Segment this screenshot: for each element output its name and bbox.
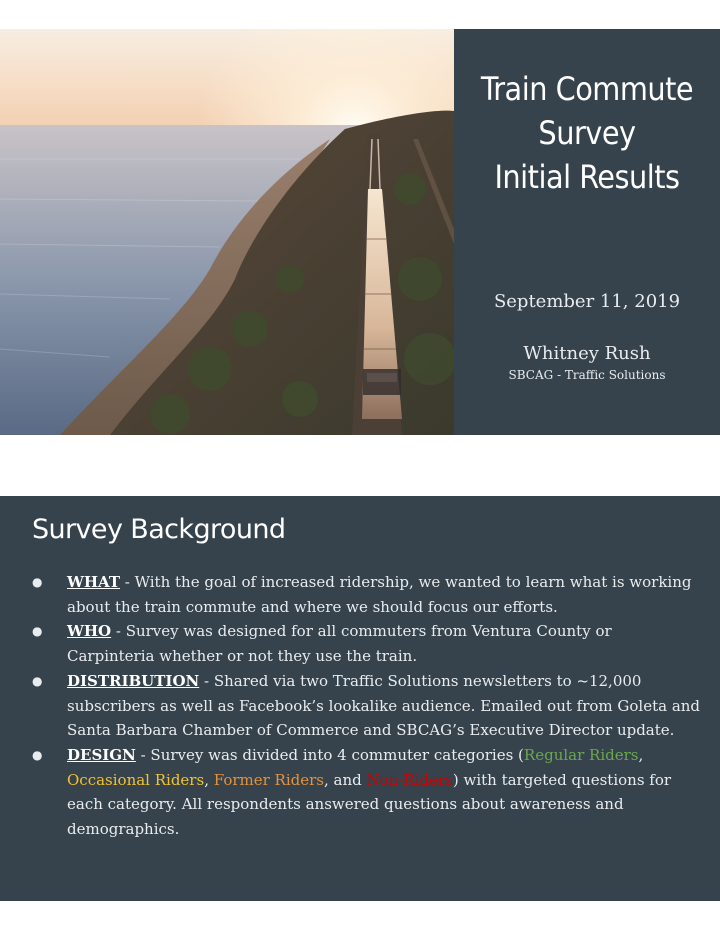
bullet-text: ) with targeted questions for each category. All respondents answered questions about awareness and demographics. bbox=[67, 770, 672, 839]
separator: , and bbox=[324, 770, 367, 789]
bullet-who bbox=[32, 619, 702, 668]
bullet-what bbox=[32, 570, 702, 619]
bullet-text: - Shared via two Traffic Solutions newsletters to ~12,000 subscribers as well as Facebook’s lookalike audience. Emailed out from Goleta and Santa Barbara Chamber of Commerce and SBCAG’s Executive Director update. bbox=[67, 671, 701, 740]
category-former-riders: Former Riders bbox=[213, 770, 325, 789]
bullet-text: - Survey was designed for all commuters from Ventura County or Carpinteria whether or not they use the train. bbox=[67, 622, 612, 666]
category-regular-riders: Regular Riders bbox=[523, 745, 639, 764]
bullet-term: WHO bbox=[67, 622, 112, 641]
background-bullet-list bbox=[32, 570, 702, 842]
category-occasional-riders: Occasional Riders bbox=[67, 770, 205, 789]
title-line-2: Survey bbox=[538, 114, 636, 152]
coastal-train-photo bbox=[0, 29, 454, 435]
bullet-design bbox=[32, 743, 702, 842]
author-organization: SBCAG - Traffic Solutions bbox=[508, 368, 666, 382]
slide-title: Survey Background bbox=[32, 514, 286, 545]
bullet-term: WHAT bbox=[67, 573, 120, 591]
category-non-riders: Non-Riders bbox=[366, 770, 453, 789]
presentation-title bbox=[454, 67, 720, 199]
bullet-term: DESIGN bbox=[67, 745, 136, 764]
title-line-3: Initial Results bbox=[494, 158, 680, 196]
survey-background-slide bbox=[0, 496, 720, 901]
train-photo-illustration bbox=[0, 29, 454, 435]
separator: , bbox=[638, 745, 644, 764]
presentation-date: September 11, 2019 bbox=[493, 291, 681, 312]
author-name: Whitney Rush bbox=[523, 343, 651, 364]
title-line-1: Train Commute bbox=[480, 70, 694, 108]
title-panel bbox=[454, 29, 720, 435]
bullet-distribution bbox=[32, 669, 702, 743]
bullet-text: - With the goal of increased ridership, we wanted to learn what is working about the train commute and where we should focus our efforts. bbox=[67, 573, 692, 616]
bullet-term: DISTRIBUTION bbox=[67, 671, 200, 690]
title-slide bbox=[0, 29, 720, 435]
separator: , bbox=[204, 770, 214, 789]
bullet-text: - Survey was divided into 4 commuter categories ( bbox=[135, 745, 524, 764]
